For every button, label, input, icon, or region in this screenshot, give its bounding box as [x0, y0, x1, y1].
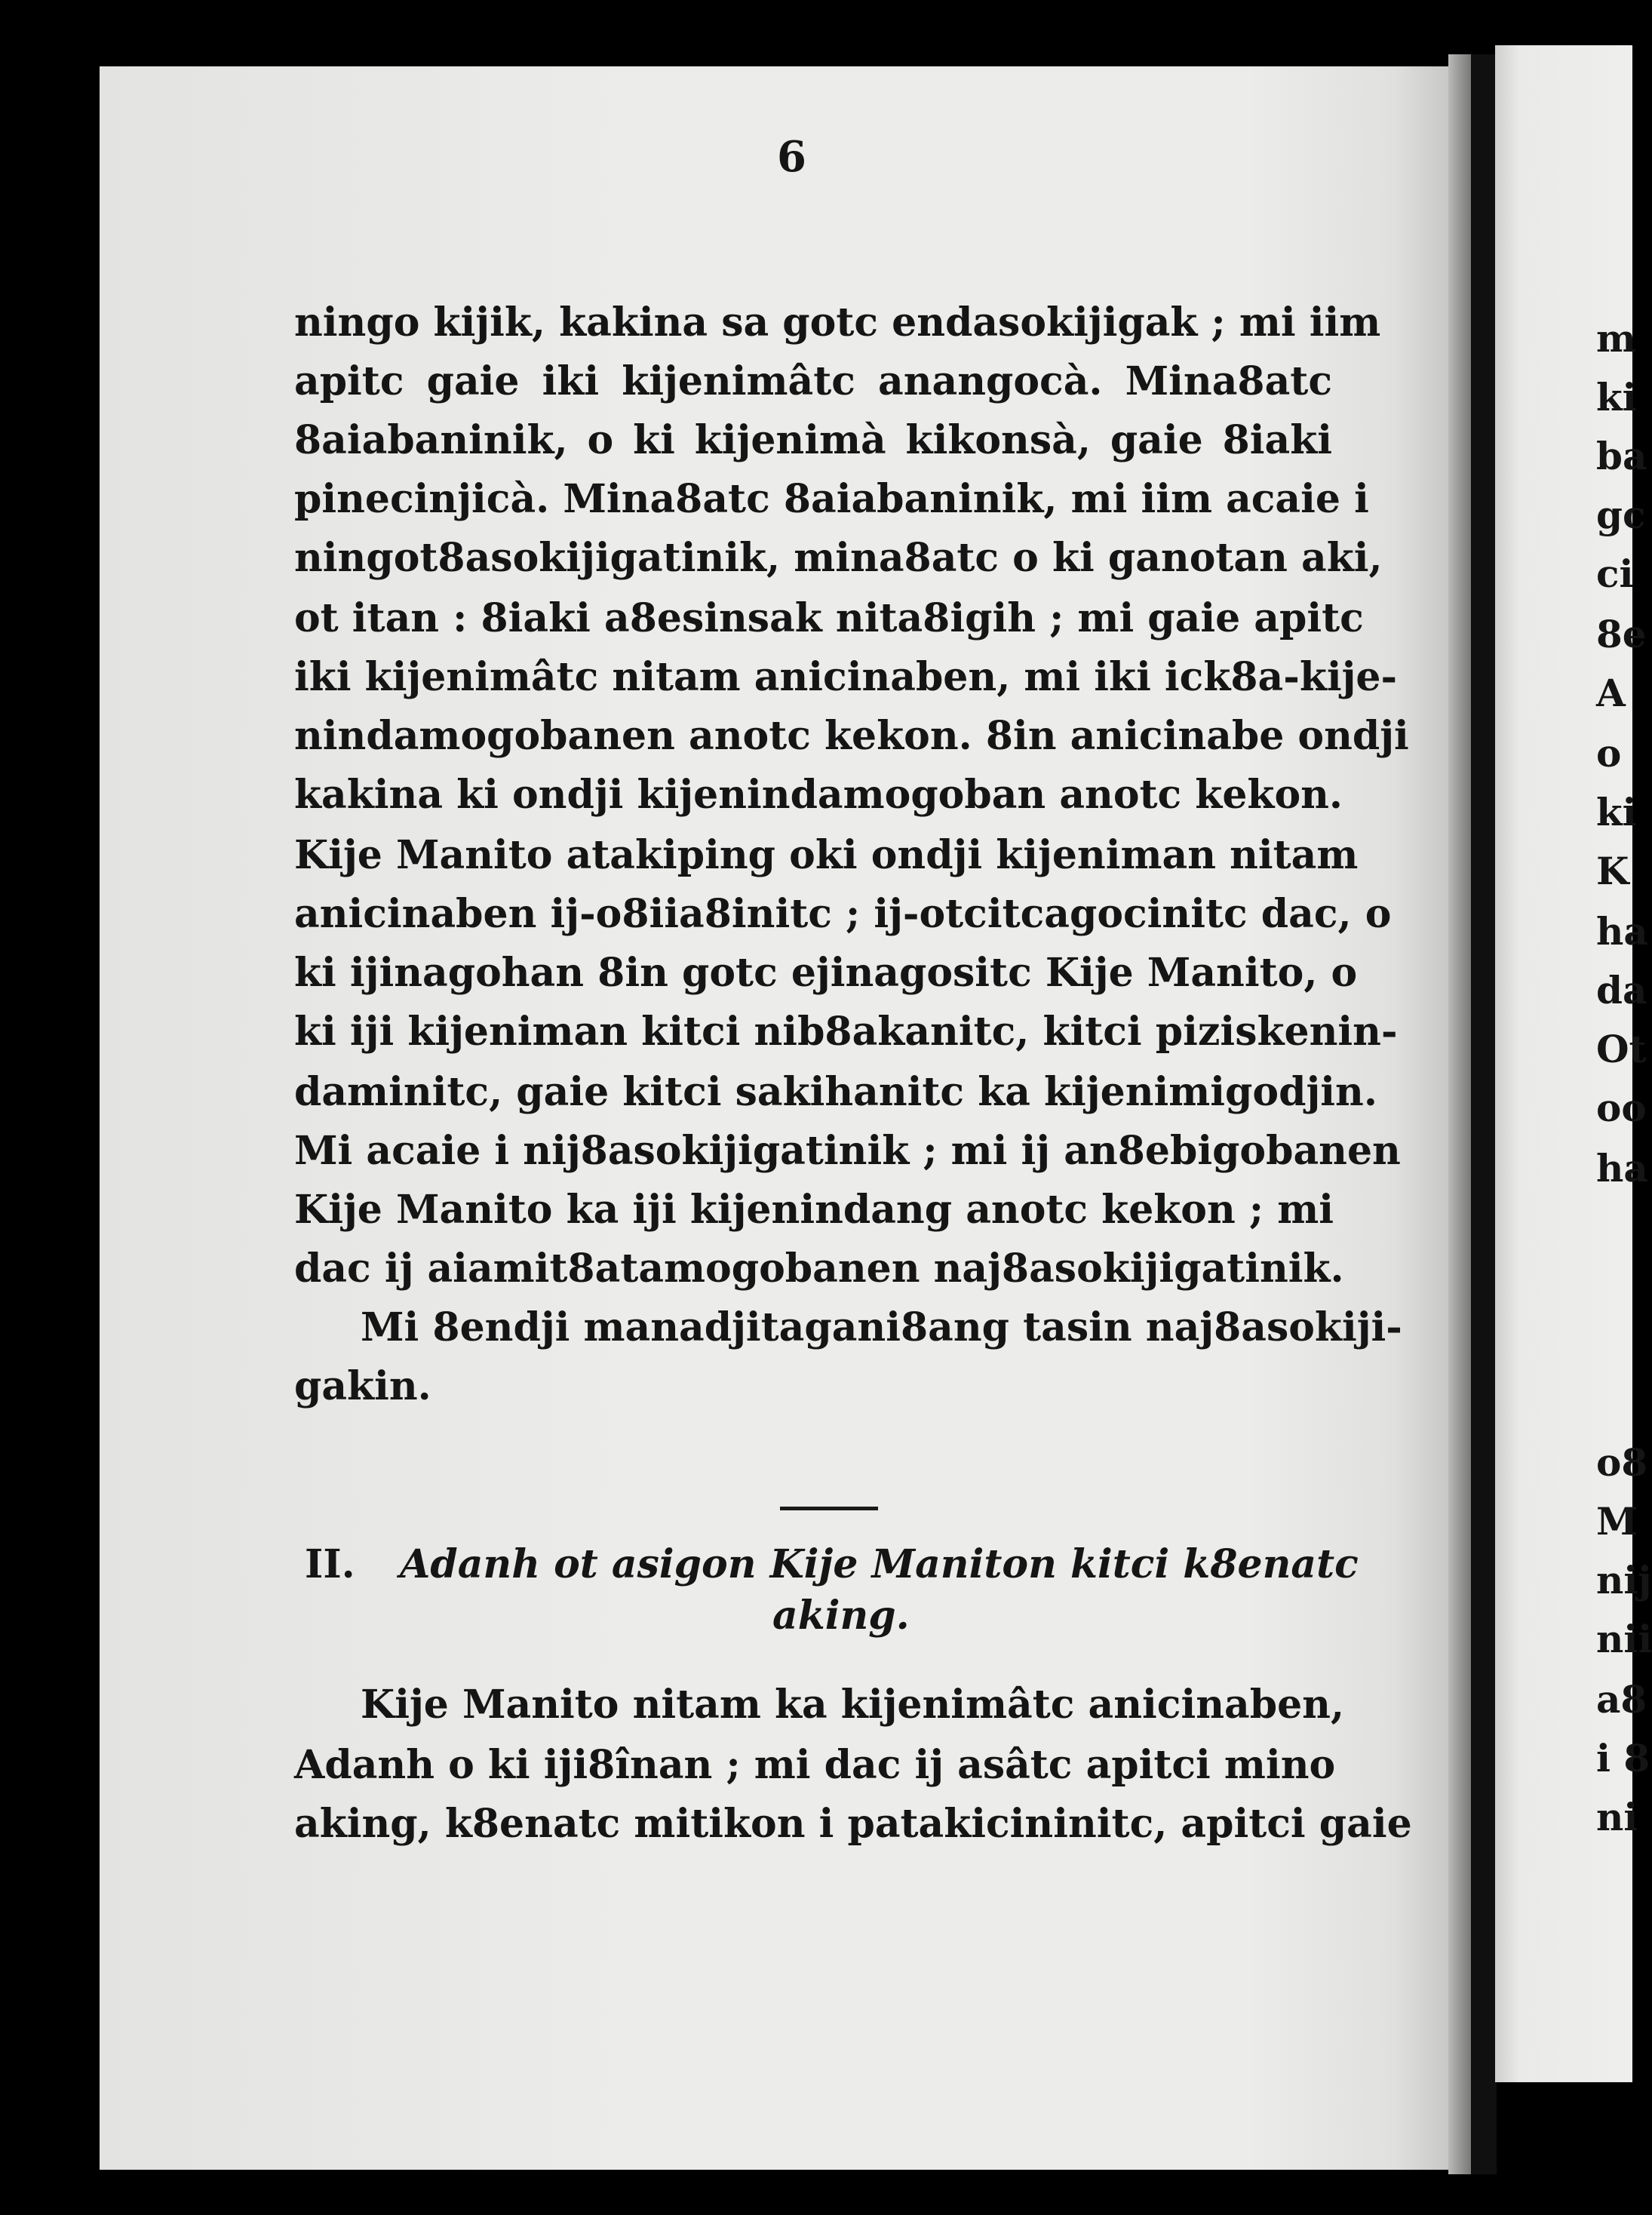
right-fragment: 8e	[1596, 612, 1647, 656]
text-line: gakin.	[294, 1363, 431, 1409]
right-fragment: nij	[1596, 1558, 1652, 1602]
right-page-text-fragments	[1596, 316, 1652, 2052]
right-fragment: m	[1596, 316, 1636, 361]
text-line: Kije Manito ka iji kijenindang anotc kekon ; mi	[294, 1187, 1334, 1233]
right-fragment: ki	[1596, 790, 1637, 834]
right-fragment: ha	[1596, 1146, 1648, 1190]
text-line: dac ij aiamit8atamogobanen naj8asokijigatinik.	[294, 1246, 1344, 1292]
section-divider	[780, 1507, 878, 1510]
text-line: ki iji kijeniman kitci nib8akanitc, kitci piziskenin-	[294, 1009, 1398, 1055]
right-fragment: Ot	[1596, 1027, 1647, 1071]
section-title-continued: aking.	[772, 1593, 910, 1639]
right-fragment: a8	[1596, 1677, 1647, 1722]
text-line: Mi acaie i nij8asokijigatinik ; mi ij an8ebigobanen	[294, 1128, 1401, 1174]
text-line: ningot8asokijigatinik, mina8atc o ki ganotan aki,	[294, 535, 1383, 581]
text-line: anicinaben ij-o8iia8initc ; ij-otcitcagocinitc dac, o	[294, 891, 1392, 937]
text-line: Kije Manito nitam ka kijenimâtc anicinaben,	[361, 1682, 1345, 1728]
text-line: 8aiabaninik, o ki kijenimà kikonsà, gaie 8iaki	[294, 417, 1332, 463]
right-fragment: ki	[1596, 375, 1637, 419]
book-spine-shadow	[1471, 54, 1497, 2174]
right-fragment: gc	[1596, 493, 1646, 537]
text-line: kakina ki ondji kijenindamogoban anotc kekon.	[294, 772, 1343, 818]
right-fragment: i 8	[1596, 1736, 1650, 1780]
right-fragment: ha	[1596, 909, 1648, 954]
text-line: ot itan : 8iaki a8esinsak nita8igih ; mi gaie apitc	[294, 595, 1364, 641]
right-fragment: o8	[1596, 1440, 1648, 1485]
section-number: II.	[305, 1541, 355, 1587]
right-fragment: ci	[1596, 551, 1634, 596]
text-line: ki ijinagohan 8in gotc ejinagositc Kije Manito, o	[294, 950, 1358, 996]
right-fragment: A	[1596, 671, 1626, 715]
page-number: 6	[777, 132, 806, 182]
text-line: iki kijenimâtc nitam anicinaben, mi iki ick8a-kije-	[294, 654, 1398, 700]
text-line: ningo kijik, kakina sa gotc endasokijigak ; mi iim	[294, 300, 1381, 346]
text-line: Kije Manito atakiping oki ondji kijeniman nitam	[294, 832, 1359, 878]
right-fragment: oo	[1596, 1086, 1647, 1130]
text-line: daminitc, gaie kitci sakihanitc ka kijenimigodjin.	[294, 1069, 1377, 1115]
text-line: apitc gaie iki kijenimâtc anangocà. Mina8atc	[294, 358, 1332, 404]
right-fragment: o	[1596, 731, 1622, 776]
text-line: nindamogobanen anotc kekon. 8in anicinabe ondji	[294, 713, 1409, 759]
right-fragment: nii	[1596, 1617, 1652, 1661]
right-fragment: M	[1596, 1499, 1638, 1544]
text-line: aking, k8enatc mitikon i patakicininitc, apitci gaie	[294, 1801, 1412, 1847]
right-fragment: ni	[1596, 1795, 1638, 1839]
right-fragment: ba	[1596, 434, 1647, 478]
section-title: Adanh ot asigon Kije Maniton kitci k8enatc	[400, 1541, 1359, 1587]
text-line: Adanh o ki iji8înan ; mi dac ij asâtc apitci mino	[294, 1742, 1336, 1788]
right-fragment: K	[1596, 849, 1629, 893]
right-fragment: da	[1596, 968, 1647, 1012]
text-line: Mi 8endji manadjitagani8ang tasin naj8asokiji-	[361, 1304, 1402, 1350]
text-line: pinecinjicà. Mina8atc 8aiabaninik, mi iim acaie i	[294, 476, 1369, 522]
